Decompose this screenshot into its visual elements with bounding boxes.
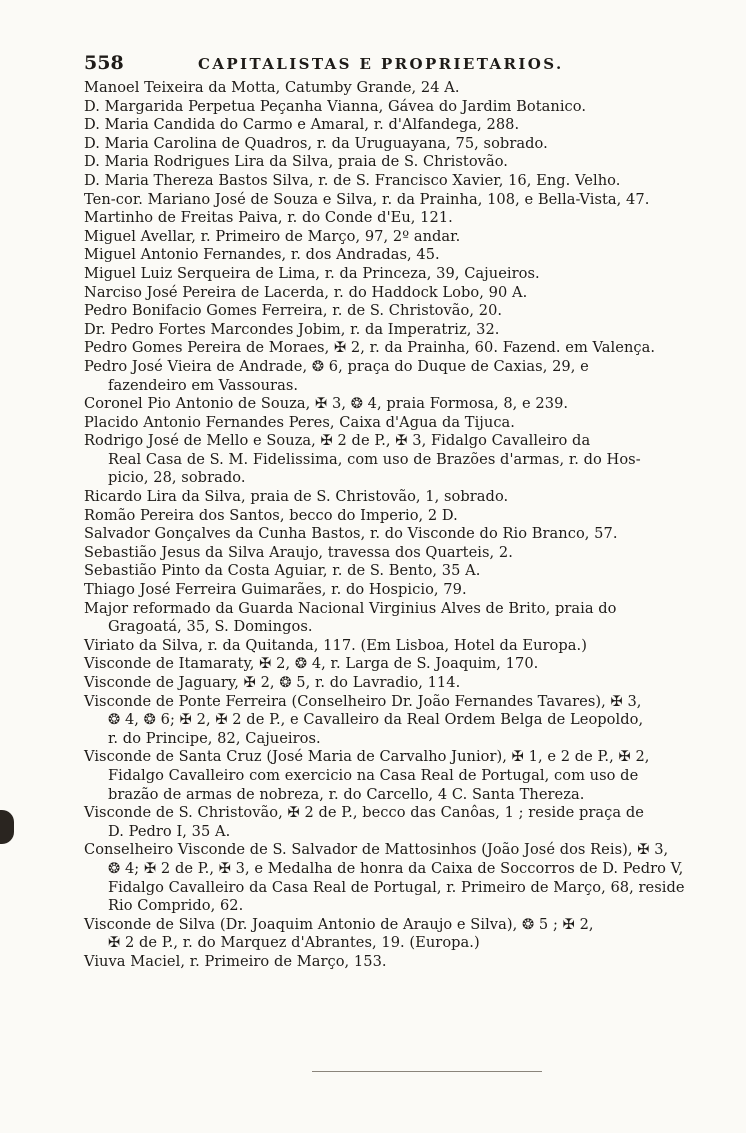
directory-entry: [84, 98, 724, 117]
entry-line: Visconde de S. Christovão, ✠ 2 de P., becco das Canôas, 1 ; reside praça de: [84, 804, 644, 822]
entry-continuation-line: Rio Comprido, 62.: [108, 897, 244, 915]
entry-line: Miguel Avellar, r. Primeiro de Março, 97, 2º andar.: [84, 227, 461, 245]
entry-continuation-line: D. Pedro I, 35 A.: [108, 822, 231, 840]
entry-line: D. Margarida Perpetua Peçanha Vianna, Gávea do Jardim Botanico.: [84, 97, 587, 115]
directory-entry: [84, 488, 724, 507]
directory-entry: [84, 321, 724, 340]
entry-continuation-line: ❂ 4; ✠ 2 de P., ✠ 3, e Medalha de honra da Caixa de Soccorros de D. Pedro V,: [108, 859, 684, 877]
entry-continuation-line: Gragoatá, 35, S. Domingos.: [108, 618, 313, 636]
entry-line: Pedro José Vieira de Andrade, ❂ 6, praça do Duque de Caxias, 29, e: [84, 357, 589, 375]
directory-entry: [84, 748, 724, 804]
entry-line: Miguel Luiz Serqueira de Lima, r. da Princeza, 39, Cajueiros.: [84, 264, 540, 282]
entry-line: Pedro Gomes Pereira de Moraes, ✠ 2, r. da Prainha, 60. Fazend. em Valença.: [84, 339, 656, 357]
entry-continuation-line: brazão de armas de nobreza, r. do Carcello, 4 C. Santa Thereza.: [108, 785, 585, 803]
directory-entry: [84, 172, 724, 191]
entry-line: D. Maria Carolina de Quadros, r. da Uruguayana, 75, sobrado.: [84, 134, 548, 152]
entry-line: Visconde de Jaguary, ✠ 2, ❂ 5, r. do Lavradio, 114.: [84, 674, 461, 691]
entry-line: Dr. Pedro Fortes Marcondes Jobim, r. da Imperatriz, 32.: [84, 320, 500, 338]
directory-entry: [84, 507, 724, 526]
directory-entry: [84, 600, 724, 637]
entry-line: Visconde de Itamaraty, ✠ 2, ❂ 4, r. Larga de S. Joaquim, 170.: [84, 655, 539, 673]
directory-entry: [84, 916, 724, 953]
directory-entry: [84, 79, 724, 98]
directory-entry: [84, 581, 724, 600]
entry-continuation-line: Real Casa de S. M. Fidelissima, com uso de Brazões d'armas, r. do Hos-: [108, 450, 641, 468]
directory-entry: [84, 414, 724, 433]
entry-line: Thiago José Ferreira Guimarães, r. do Hospicio, 79.: [84, 581, 467, 599]
directory-entry: [84, 693, 724, 749]
entry-line: Sebastião Jesus da Silva Araujo, travessa dos Quarteis, 2.: [84, 543, 513, 561]
directory-entries: [84, 79, 724, 972]
entry-continuation-line: ✠ 2 de P., r. do Marquez d'Abrantes, 19. (Europa.): [108, 934, 480, 952]
entry-line: Rodrigo José de Mello e Souza, ✠ 2 de P., ✠ 3, Fidalgo Cavalleiro da: [84, 432, 591, 450]
directory-entry: [84, 135, 724, 154]
entry-line: Miguel Antonio Fernandes, r. dos Andradas, 45.: [84, 246, 440, 264]
directory-entry: [84, 674, 724, 693]
directory-entry: [84, 432, 724, 488]
entry-line: Manoel Teixeira da Motta, Catumby Grande, 24 A.: [84, 79, 460, 96]
margin-stain: [0, 810, 14, 844]
entry-continuation-line: ❂ 4, ❂ 6; ✠ 2, ✠ 2 de P., e Cavalleiro da Real Ordem Belga de Leopoldo,: [108, 711, 644, 729]
directory-entry: [84, 804, 724, 841]
entry-line: D. Maria Thereza Bastos Silva, r. de S. Francisco Xavier, 16, Eng. Velho.: [84, 171, 621, 189]
directory-entry: [84, 116, 724, 135]
entry-line: Pedro Bonifacio Gomes Ferreira, r. de S. Christovão, 20.: [84, 302, 503, 320]
entry-line: Visconde de Ponte Ferreira (Conselheiro Dr. João Fernandes Tavares), ✠ 3,: [84, 692, 642, 710]
directory-entry: [84, 191, 724, 210]
page-number: 558: [84, 52, 124, 74]
entry-continuation-line: Fidalgo Cavalleiro com exercicio na Casa Real de Portugal, com uso de: [108, 766, 639, 784]
entry-continuation-line: picio, 28, sobrado.: [108, 469, 246, 487]
entry-line: Romão Pereira dos Santos, becco do Imperio, 2 D.: [84, 506, 458, 524]
entry-line: Sebastião Pinto da Costa Aguiar, r. de S. Bento, 35 A.: [84, 562, 481, 580]
directory-entry: [84, 841, 724, 915]
directory-entry: [84, 302, 724, 321]
entry-continuation-line: Fidalgo Cavalleiro da Casa Real de Portugal, r. Primeiro de Março, 68, reside: [108, 878, 685, 896]
entry-line: D. Maria Rodrigues Lira da Silva, praia de S. Christovão.: [84, 153, 508, 171]
directory-entry: [84, 358, 724, 395]
directory-entry: [84, 228, 724, 247]
entry-line: Major reformado da Guarda Nacional Virginius Alves de Brito, praia do: [84, 599, 617, 617]
directory-entry: [84, 953, 724, 972]
directory-entry: [84, 655, 724, 674]
directory-entry: [84, 637, 724, 656]
entry-line: Visconde de Silva (Dr. Joaquim Antonio de Araujo e Silva), ❂ 5 ; ✠ 2,: [84, 915, 594, 933]
running-head: CAPITALISTAS E PROPRIETARIOS.: [198, 55, 564, 73]
entry-continuation-line: fazendeiro em Vassouras.: [108, 376, 299, 394]
entry-line: Viriato da Silva, r. da Quitanda, 117. (Em Lisboa, Hotel da Europa.): [84, 636, 587, 654]
entry-line: Martinho de Freitas Paiva, r. do Conde d'Eu, 121.: [84, 209, 453, 227]
entry-line: Visconde de Santa Cruz (José Maria de Carvalho Junior), ✠ 1, e 2 de P., ✠ 2,: [84, 748, 650, 766]
directory-entry: [84, 153, 724, 172]
entry-line: Salvador Gonçalves da Cunha Bastos, r. do Visconde do Rio Branco, 57.: [84, 525, 618, 543]
closing-rule: [312, 1071, 542, 1072]
entry-line: Ricardo Lira da Silva, praia de S. Christovão, 1, sobrado.: [84, 488, 509, 506]
entry-line: D. Maria Candida do Carmo e Amaral, r. d'Alfandega, 288.: [84, 116, 520, 134]
entry-line: Narciso José Pereira de Lacerda, r. do Haddock Lobo, 90 A.: [84, 283, 528, 301]
directory-entry: [84, 246, 724, 265]
entry-continuation-line: r. do Principe, 82, Cajueiros.: [108, 729, 321, 747]
directory-entry: [84, 525, 724, 544]
page-header: [84, 52, 644, 82]
directory-entry: [84, 265, 724, 284]
entry-line: Conselheiro Visconde de S. Salvador de Mattosinhos (João José dos Reis), ✠ 3,: [84, 841, 669, 859]
directory-entry: [84, 544, 724, 563]
directory-entry: [84, 562, 724, 581]
directory-entry: [84, 395, 724, 414]
entry-line: Viuva Maciel, r. Primeiro de Março, 153.: [84, 952, 387, 970]
entry-line: Placido Antonio Fernandes Peres, Caixa d'Agua da Tijuca.: [84, 413, 515, 431]
directory-entry: [84, 284, 724, 303]
entry-line: Coronel Pio Antonio de Souza, ✠ 3, ❂ 4, praia Formosa, 8, e 239.: [84, 395, 569, 413]
entry-line: Ten-cor. Mariano José de Souza e Silva, r. da Prainha, 108, e Bella-Vista, 47.: [84, 190, 650, 208]
directory-entry: [84, 339, 724, 358]
directory-entry: [84, 209, 724, 228]
